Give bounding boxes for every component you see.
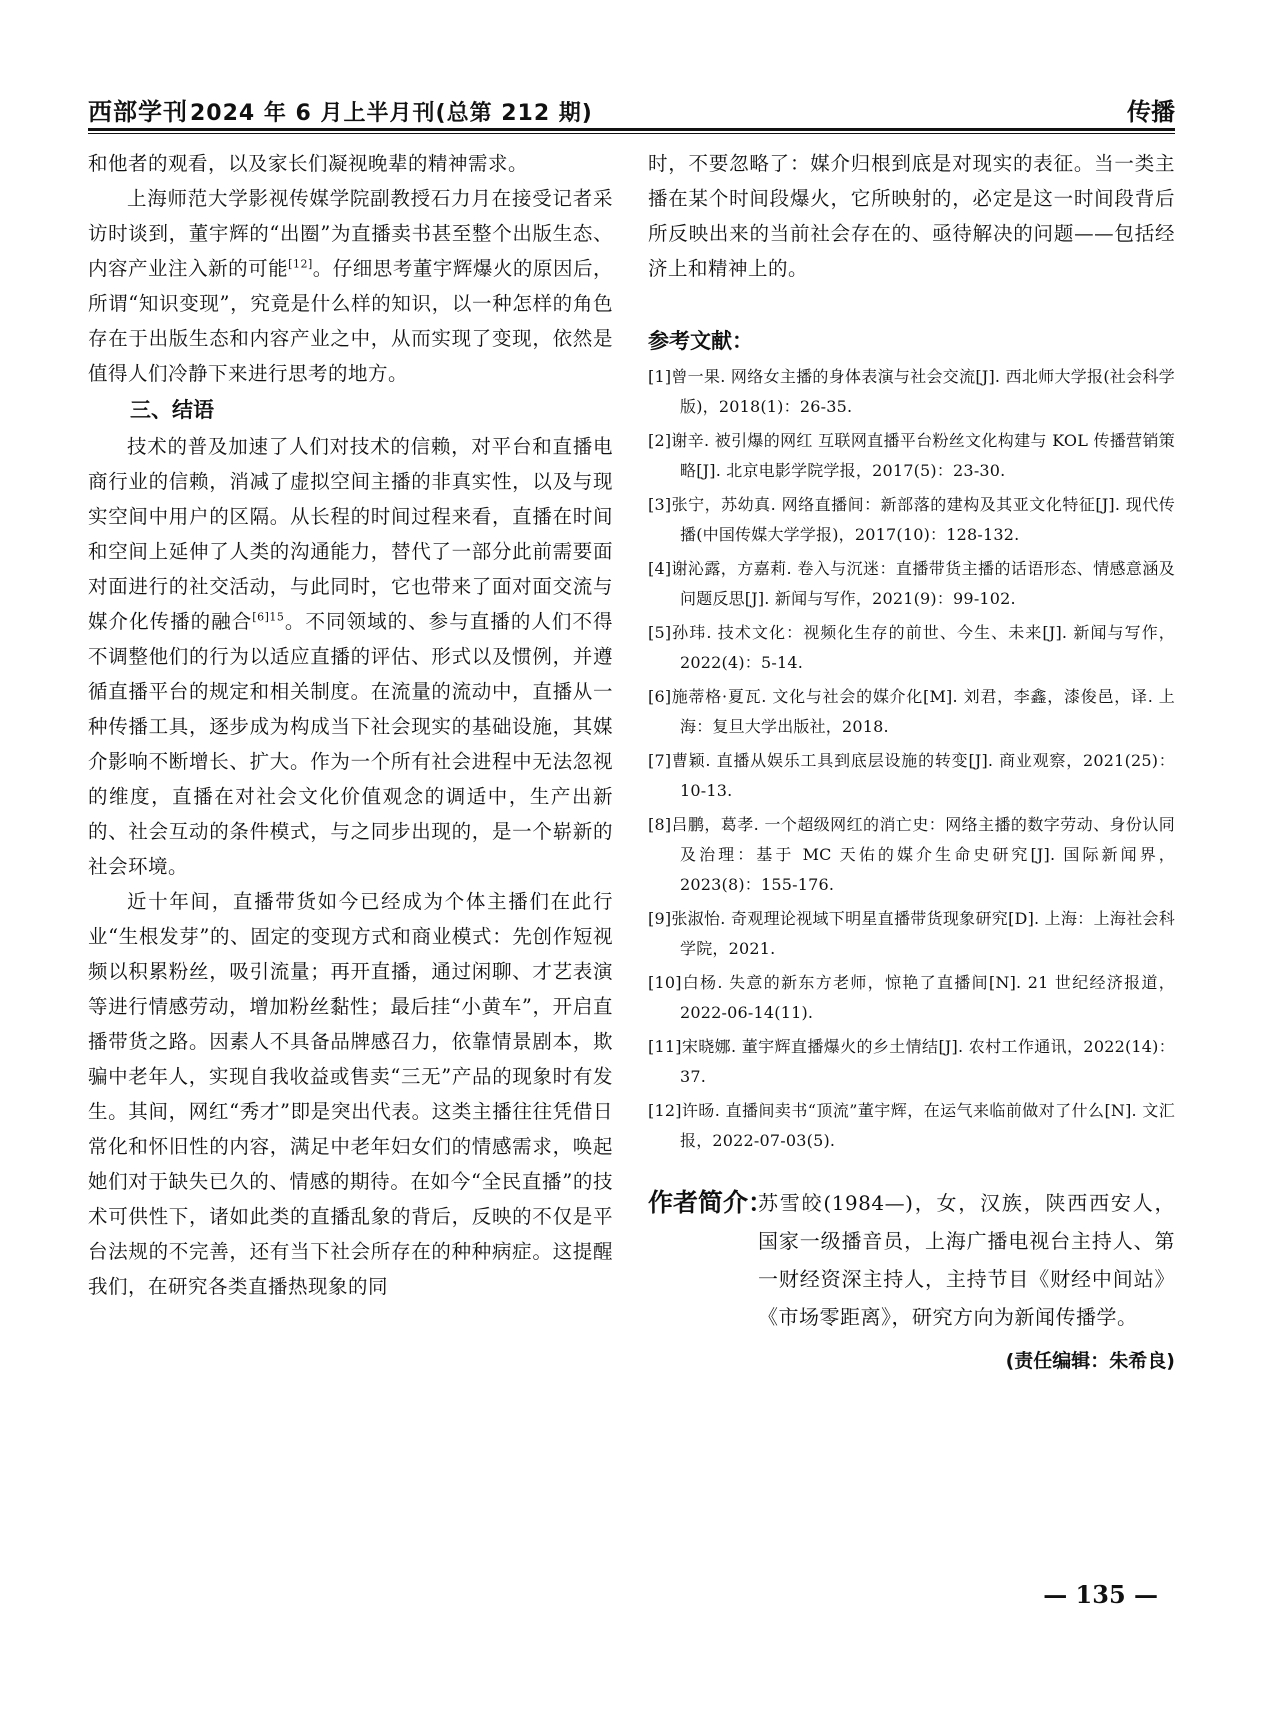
- reference-item: [4]谢沁露，方嘉莉. 卷入与沉迷：直播带货主播的话语形态、情感意涵及问题反思[J]. 新闻与写作，2021(9)：99-102.: [648, 559, 1175, 608]
- citation: [6]15: [252, 610, 285, 624]
- citation: [12]: [288, 257, 313, 271]
- section-heading: 三、结语: [130, 398, 214, 422]
- author-bio-text: 苏雪皎(1984—)，女，汉族，陕西西安人，国家一级播音员，上海广播电视台主持人、第一财经资深主持人，主持节目《财经中间站》《市场零距离》，研究方向为新闻传播学。: [758, 1191, 1175, 1329]
- paragraph: 时，不要忽略了：媒介归根到底是对现实的表征。当一类主播在某个时间段爆火，它所映射的，必定是这一时间段背后所反映出来的当前社会存在的、亟待解决的问题——包括经济上和精神上的。: [648, 152, 1175, 280]
- right-column: [648, 146, 1175, 1373]
- journal-name: 西部学刊: [88, 97, 188, 126]
- section-name: 传播: [1127, 98, 1175, 126]
- reference-item: [10]白杨. 失意的新东方老师，惊艳了直播间[N]. 21 世纪经济报道，2022-06-14(11).: [648, 973, 1175, 1022]
- paragraph: [88, 429, 613, 884]
- reference-item: [6]施蒂格·夏瓦. 文化与社会的媒介化[M]. 刘君，李鑫，漆俊邑，译. 上海：复旦大学出版社，2018.: [648, 687, 1175, 736]
- references-heading: 参考文献：: [648, 329, 753, 353]
- references-list: [648, 362, 1175, 1156]
- page-header: [88, 86, 1175, 130]
- issue-info: 2024 年 6 月上半月刊(总第 212 期): [190, 101, 593, 126]
- reference-item: [1]曾一果. 网络女主播的身体表演与社会交流[J]. 西北师大学报(社会科学版)，2018(1)：26-35.: [648, 367, 1175, 416]
- reference-item: [8]吕鹏，葛孝. 一个超级网红的消亡史：网络主播的数字劳动、身份认同及治理：基于 MC 天佑的媒介生命史研究[J]. 国际新闻界，2023(8)：155-176.: [648, 815, 1175, 894]
- header-rule: [88, 128, 1175, 131]
- paragraph-text: 。不同领域的、参与直播的人们不得不调整他们的行为以适应直播的评估、形式以及惯例，并遵循直播平台的规定和相关制度。在流量的流动中，直播从一种传播工具，逐步成为构成当下社会现实的基础设施，其媒介影响不断增长、扩大。作为一个所有社会进程中无法忽视的维度，直播在对社会文化价值观念的调适中，生产出新的、社会互动的条件模式，与之同步出现的，是一个崭新的社会环境。: [88, 610, 613, 878]
- left-column: [88, 146, 613, 1304]
- paragraph-text: 上海师范大学影视传媒学院副教授石力月在接受记者采访时谈到，董宇辉的“出圈”为直播卖书甚至整个出版生态、内容产业注入新的可能: [88, 187, 613, 280]
- journal-title: [88, 92, 593, 127]
- reference-item: [12]许旸. 直播间卖书“顶流”董宇辉，在运气来临前做对了什么[N]. 文汇报，2022-07-03(5).: [648, 1101, 1175, 1150]
- paragraph: 近十年间，直播带货如今已经成为个体主播们在此行业“生根发芽”的、固定的变现方式和商业模式：先创作短视频以积累粉丝，吸引流量；再开直播，通过闲聊、才艺表演等进行情感劳动，增加粉丝黏性；最后挂“小黄车”，开启直播带货之路。因素人不具备品牌感召力，依靠情景剧本，欺骗中老年人，实现自我收益或售卖“三无”产品的现象时有发生。其间，网红“秀才”即是突出代表。这类主播往往凭借日常化和怀旧性的内容，满足中老年妇女们的情感需求，唤起她们对于缺失已久的、情感的期待。在如今“全民直播”的技术可供性下，诸如此类的直播乱象的背后，反映的不仅是平台法规的不完善，还有当下社会所存在的种种病症。这提醒我们，在研究各类直播热现象的同: [88, 890, 613, 1298]
- paragraph-text: 技术的普及加速了人们对技术的信赖，对平台和直播电商行业的信赖，消减了虚拟空间主播的非真实性，以及与现实空间中用户的区隔。从长程的时间过程来看，直播在时间和空间上延伸了人类的沟通能力，替代了一部分此前需要面对面进行的社交活动，与此同时，它也带来了面对面交流与媒介化传播的融合: [88, 435, 613, 633]
- reference-item: [7]曹颖. 直播从娱乐工具到底层设施的转变[J]. 商业观察，2021(25)：10-13.: [648, 751, 1175, 800]
- reference-item: [9]张淑怡. 奇观理论视域下明星直播带货现象研究[D]. 上海：上海社会科学院，2021.: [648, 909, 1175, 958]
- author-bio: [648, 1184, 1175, 1336]
- reference-item: [2]谢辛. 被引爆的网红 互联网直播平台粉丝文化构建与 KOL 传播营销策略[J]. 北京电影学院学报，2017(5)：23-30.: [648, 431, 1175, 480]
- paragraph: 和他者的观看，以及家长们凝视晚辈的精神需求。: [88, 152, 529, 175]
- header-rule-thin: [88, 133, 1175, 134]
- paragraph: [88, 181, 613, 391]
- paragraph-text: 。仔细思考董宇辉爆火的原因后，所谓“知识变现”，究竟是什么样的知识，以一种怎样的角色存在于出版生态和内容产业之中，从而实现了变现，依然是值得人们冷静下来进行思考的地方。: [88, 257, 613, 385]
- reference-item: [5]孙玮. 技术文化：视频化生存的前世、今生、未来[J]. 新闻与写作，2022(4)：5-14.: [648, 623, 1175, 672]
- responsible-editor: (责任编辑：朱希良): [1005, 1350, 1175, 1372]
- author-bio-label: 作者简介：: [648, 1188, 774, 1217]
- page-number: — 135 —: [1043, 1580, 1158, 1609]
- reference-item: [3]张宁，苏幼真. 网络直播间：新部落的建构及其亚文化特征[J]. 现代传播(中国传媒大学学报)，2017(10)：128-132.: [648, 495, 1175, 544]
- reference-item: [11]宋晓娜. 董宇辉直播爆火的乡土情结[J]. 农村工作通讯，2022(14)：37.: [648, 1037, 1175, 1086]
